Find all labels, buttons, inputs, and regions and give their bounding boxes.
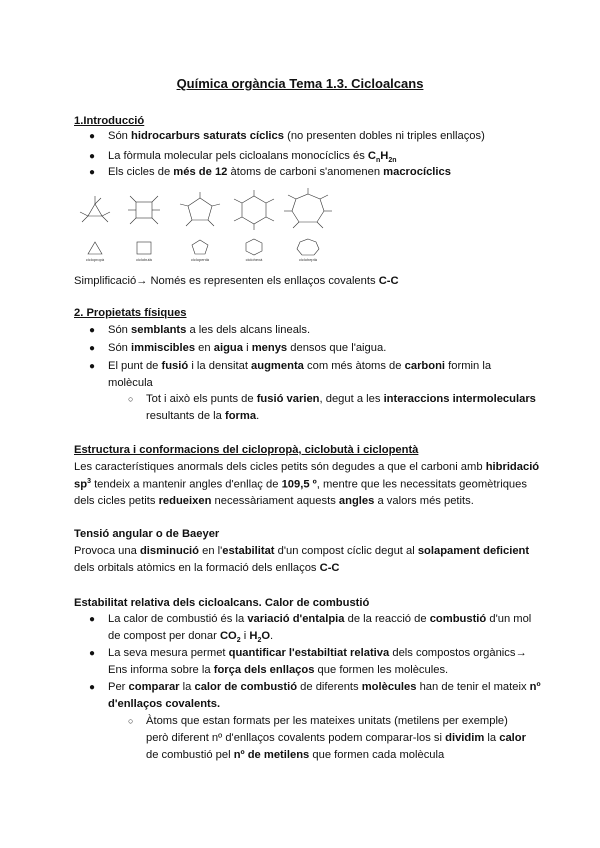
paragraph-line: dels cicles petits redueixen necessàriament aquests angles a valors més petits. xyxy=(74,495,474,507)
bullet-marker: ● xyxy=(89,325,96,336)
paragraph-line: Les característiques anormals dels cicles petits són degudes a que el carboni amb hibridació xyxy=(74,461,540,473)
cyclohexane-structure xyxy=(234,190,274,255)
bullet-marker: ● xyxy=(89,682,96,693)
bullet-item: Els cicles de més de 12 àtoms de carboni s'anomenen macrocíclics xyxy=(108,166,451,178)
bullet-marker: ● xyxy=(89,614,96,625)
bullet-item: Són semblants a les dels alcans lineals. xyxy=(108,324,311,336)
cyclopropane-structure xyxy=(80,196,110,254)
cyclopentane-structure xyxy=(180,192,220,254)
bullet-continuation: Ens informa sobre la força dels enllaços que formen les molècules. xyxy=(108,664,449,676)
bullet-marker: ● xyxy=(89,361,96,372)
sub-bullet-continuation: de combustió pel nº de metilens que formen cada molècula xyxy=(146,749,445,761)
bullet-item: La seva mesura permet quantificar l'estabiltiat relativa dels compostos orgànics→ xyxy=(108,647,527,659)
bullet-marker: ● xyxy=(89,343,96,354)
paragraph-line: dels orbitals atòmics en la formació dels enllaços C-C xyxy=(74,562,340,574)
section-heading-estructura: Estructura i conformacions del ciclopropà, ciclobutà i ciclopentà xyxy=(74,444,419,456)
cycloalkane-structures-figure xyxy=(74,188,354,264)
figure-label: ciclopropà xyxy=(85,257,105,262)
bullet-item: Són hidrocarburs saturats cíclics (no presenten dobles ni triples enllaços) xyxy=(108,130,485,142)
bullet-marker: ● xyxy=(89,151,96,162)
paragraph-line: $sp^3$ tendeix a mantenir angles d'enllaç de 109,5 º, mentre que les necessitats geomètriques xyxy=(74,478,527,491)
bullet-marker: ● xyxy=(89,167,96,178)
section-heading-estabilitat: Estabilitat relativa dels cicloalcans. Calor de combustió xyxy=(74,597,370,609)
figure-label: ciclobutà xyxy=(136,257,152,262)
bullet-marker: ● xyxy=(89,648,96,659)
bullet-continuation: de compost per donar $CO_2$ i $H_2O$. xyxy=(108,630,274,645)
cycloheptane-structure xyxy=(284,188,332,255)
section-heading-tensio: Tensió angular o de Baeyer xyxy=(74,528,220,540)
bullet-continuation: d'enllaços covalents. xyxy=(108,698,221,710)
paragraph-line: Provoca una disminució en l'estabilitat d'un compost cíclic degut al solapament deficient xyxy=(74,545,530,557)
bullet-item: Són immiscibles en aigua i menys densos que l'aigua. xyxy=(108,342,387,354)
bullet-marker: ● xyxy=(89,131,96,142)
page-title: Química orgància Tema 1.3. Cicloalcans xyxy=(176,76,424,91)
bullet-item: El punt de fusió i la densitat augmenta com més àtoms de carboni formin la xyxy=(108,360,492,372)
cyclobutane-structure xyxy=(128,196,160,254)
bullet-item: La calor de combustió és la variació d'entalpia de la reacció de combustió d'un mol xyxy=(108,613,532,625)
sub-bullet-marker: ○ xyxy=(128,716,134,726)
simplification-note: Simplificació→ Només es representen els enllaços covalents C-C xyxy=(74,275,399,287)
sub-bullet-marker: ○ xyxy=(128,394,134,404)
sub-bullet-continuation: però diferent nº d'enllaços covalents podem comparar-los si dividim la calor xyxy=(146,732,526,744)
section-heading-propietats: 2. Propietats físiques xyxy=(74,307,187,319)
figure-label: ciclohexà xyxy=(245,257,263,262)
bullet-continuation: molècula xyxy=(108,377,153,389)
bullet-item: La fòrmula molecular pels cicloalans monocíclics és $C_nH_{2n}$ xyxy=(108,150,397,165)
figure-label: cicloheptà xyxy=(298,257,318,262)
sub-bullet-item: Àtoms que estan formats per les mateixes unitats (metilens per exemple) xyxy=(146,715,508,727)
sub-bullet-item: Tot i això els punts de fusió varien, degut a les interaccions intermoleculars xyxy=(146,393,536,405)
sub-bullet-continuation: resultants de la forma. xyxy=(146,410,260,422)
section-heading-introduccio: 1.Introducció xyxy=(74,115,145,127)
figure-label: ciclopentà xyxy=(190,257,210,262)
bullet-item: Per comparar la calor de combustió de diferents molècules han de tenir el mateix nº xyxy=(108,681,541,693)
